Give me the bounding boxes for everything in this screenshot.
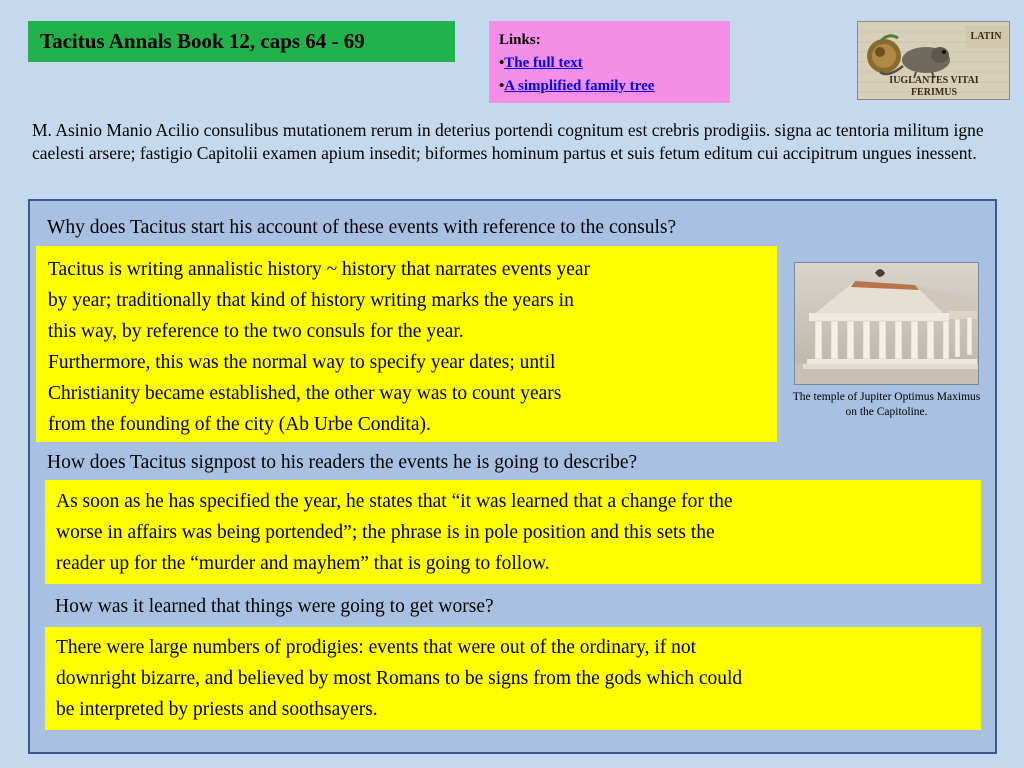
answer-line: downright bizarre, and believed by most Romans to be signs from the gods which could	[56, 668, 743, 689]
answer-line: this way, by reference to the two consuls for the year.	[48, 321, 464, 342]
family-tree-link[interactable]: A simplified family tree	[504, 78, 655, 94]
temple-caption: The temple of Jupiter Optimus Maximus on the Capitoline.	[792, 391, 981, 418]
link-item-family-tree	[499, 75, 730, 98]
mosaic-image	[857, 21, 1010, 100]
answer-line: Christianity became established, the other way was to count years	[48, 383, 562, 404]
answer-3	[45, 627, 981, 730]
question-3: How was it learned that things were going to get worse?	[55, 596, 494, 617]
slide-title: Tacitus Annals Book 12, caps 64 - 69	[28, 21, 455, 62]
answer-line: be interpreted by priests and soothsayers.	[56, 699, 378, 720]
temple-illustration	[795, 263, 979, 385]
links-heading: Links:	[499, 32, 541, 48]
links-box	[489, 21, 730, 103]
answer-line: worse in affairs was being portended”; the phrase is in pole position and this sets the	[56, 522, 715, 543]
full-text-link[interactable]: The full text	[504, 55, 583, 71]
mosaic-text-line3: FERIMUS	[910, 87, 958, 98]
answer-1	[36, 246, 777, 442]
link-item-full-text	[499, 52, 730, 75]
answer-line: Furthermore, this was the normal way to specify year dates; until	[48, 352, 556, 373]
answer-line: by year; traditionally that kind of history writing marks the years in	[48, 290, 574, 311]
question-2: How does Tacitus signpost to his readers the events he is going to describe?	[47, 452, 638, 473]
temple-image	[794, 262, 979, 385]
bullet: •	[499, 78, 505, 94]
mosaic-text-latin: LATIN	[970, 31, 1002, 42]
mosaic-illustration	[858, 22, 1010, 100]
mosaic-text-line2: IUGLANTES VITAI	[889, 75, 979, 86]
answer-line: There were large numbers of prodigies: events that were out of the ordinary, if not	[56, 637, 697, 658]
bullet: •	[499, 55, 505, 71]
answer-line: from the founding of the city (Ab Urbe Condita).	[48, 414, 431, 435]
answer-line: reader up for the “murder and mayhem” that is going to follow.	[56, 553, 550, 574]
question-1: Why does Tacitus start his account of these events with reference to the consuls?	[47, 217, 677, 238]
answer-2	[45, 480, 981, 584]
answer-line: As soon as he has specified the year, he states that “it was learned that a change for the	[56, 491, 733, 512]
latin-passage: M. Asinio Manio Acilio consulibus mutationem rerum in deterius portendi cognitum est crebris prodigiis. signa ac tentoria militum igne caelesti arsere; fastigio Capitolii examen apium insedit; biformes hominum partus et suis fetum editum cui accipitrum ungues inessent.	[32, 120, 984, 163]
answer-line: Tacitus is writing annalistic history ~ history that narrates events year	[48, 259, 591, 280]
